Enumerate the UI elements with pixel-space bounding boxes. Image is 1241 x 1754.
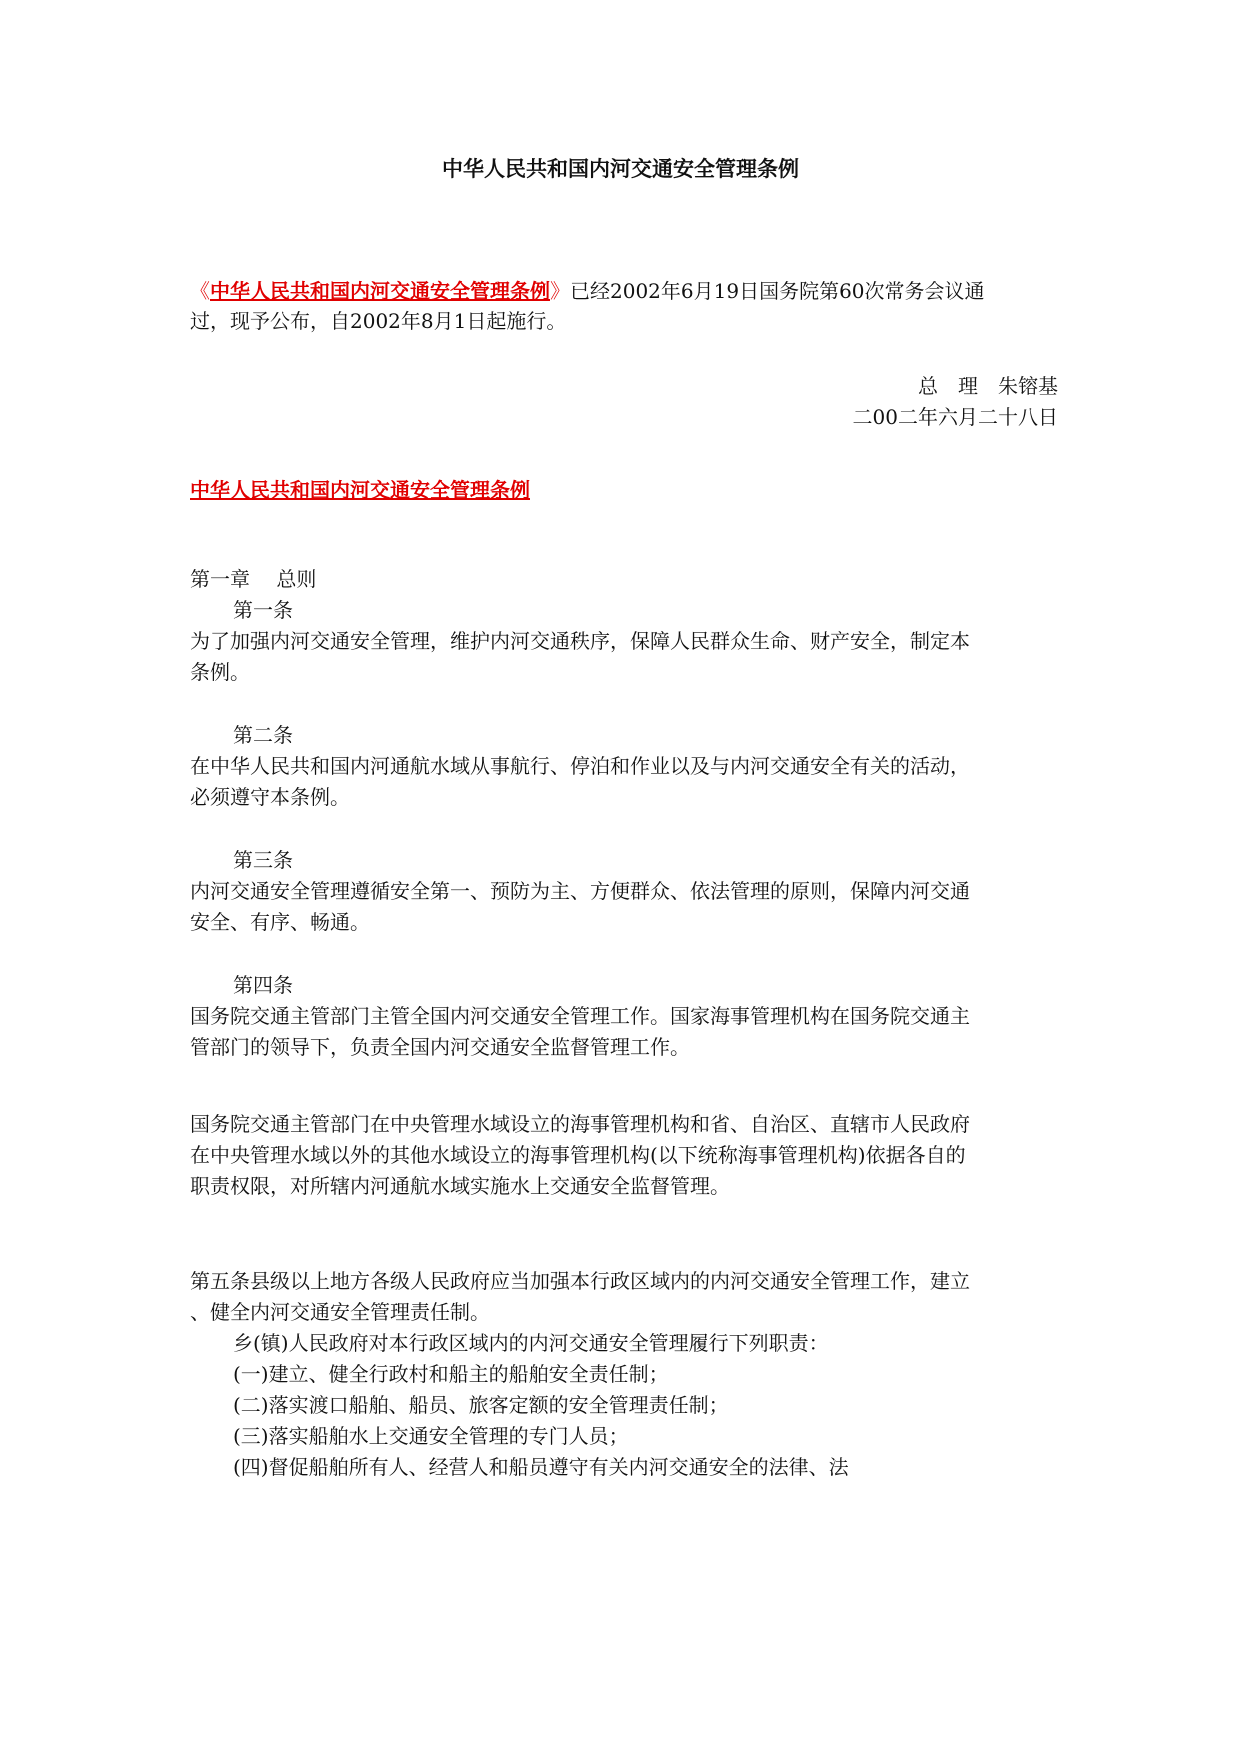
article-4-text-line-2: 管部门的领导下，负责全国内河交通安全监督管理工作。 [190, 1035, 690, 1059]
list-item: (二)落实渡口船舶、船员、旅客定额的安全管理责任制； [233, 1393, 729, 1417]
article-4-paragraph-2-line-1: 国务院交通主管部门在中央管理水域设立的海事管理机构和省、自治区、直辖市人民政府 [190, 1112, 970, 1136]
list-item: (三)落实船舶水上交通安全管理的专门人员； [233, 1424, 629, 1448]
article-4-paragraph-2-line-3: 职责权限，对所辖内河通航水域实施水上交通安全监督管理。 [190, 1174, 730, 1198]
list-item: (一)建立、健全行政村和船主的船舶安全责任制； [233, 1362, 669, 1386]
article-5-text-line-1: 第五条县级以上地方各级人民政府应当加强本行政区域内的内河交通安全管理工作，建立 [190, 1269, 970, 1293]
open-quote: 《 [190, 279, 210, 303]
article-3-text-line-2: 安全、有序、畅通。 [190, 910, 370, 934]
article-5-text-line-2: 、健全内河交通安全管理责任制。 [190, 1300, 490, 1324]
article-3-text-line-1: 内河交通安全管理遵循安全第一、预防为主、方便群众、依法管理的原则，保障内河交通 [190, 879, 970, 903]
regulation-title-link[interactable]: 中华人民共和国内河交通安全管理条例 [210, 279, 550, 303]
article-4-text-line-1: 国务院交通主管部门主管全国内河交通安全管理工作。国家海事管理机构在国务院交通主 [190, 1004, 970, 1028]
article-2-text-line-1: 在中华人民共和国内河通航水域从事航行、停泊和作业以及与内河交通安全有关的活动， [190, 754, 970, 778]
decree-line-2: 过，现予公布，自2002年8月1日起施行。 [190, 309, 567, 333]
list-item: (四)督促船舶所有人、经营人和船员遵守有关内河交通安全的法律、法 [233, 1455, 849, 1479]
article-2-heading: 第二条 [233, 723, 293, 747]
decree-line-1 [190, 278, 985, 304]
premier-signature: 总 理 朱镕基 [918, 374, 1058, 398]
close-quote: 》 [550, 279, 570, 303]
regulation-subtitle: 中华人民共和国内河交通安全管理条例 [190, 478, 530, 502]
signature-date: 二00二年六月二十八日 [852, 405, 1058, 429]
article-5-paragraph-2: 乡(镇)人民政府对本行政区域内的内河交通安全管理履行下列职责： [233, 1331, 829, 1355]
article-1-text-line-1: 为了加强内河交通安全管理，维护内河交通秩序，保障人民群众生命、财产安全，制定本 [190, 629, 970, 653]
article-1-text-line-2: 条例。 [190, 660, 250, 684]
article-4-paragraph-2-line-2: 在中央管理水域以外的其他水域设立的海事管理机构(以下统称海事管理机构)依据各自的 [190, 1143, 966, 1167]
article-1-heading: 第一条 [233, 598, 293, 622]
article-2-text-line-2: 必须遵守本条例。 [190, 785, 350, 809]
decree-line-1-rest: 已经2002年6月19日国务院第60次常务会议通 [570, 279, 985, 303]
article-3-heading: 第三条 [233, 848, 293, 872]
document-title: 中华人民共和国内河交通安全管理条例 [442, 157, 799, 181]
chapter-heading: 第一章 总则 [190, 567, 317, 591]
article-4-heading: 第四条 [233, 973, 293, 997]
